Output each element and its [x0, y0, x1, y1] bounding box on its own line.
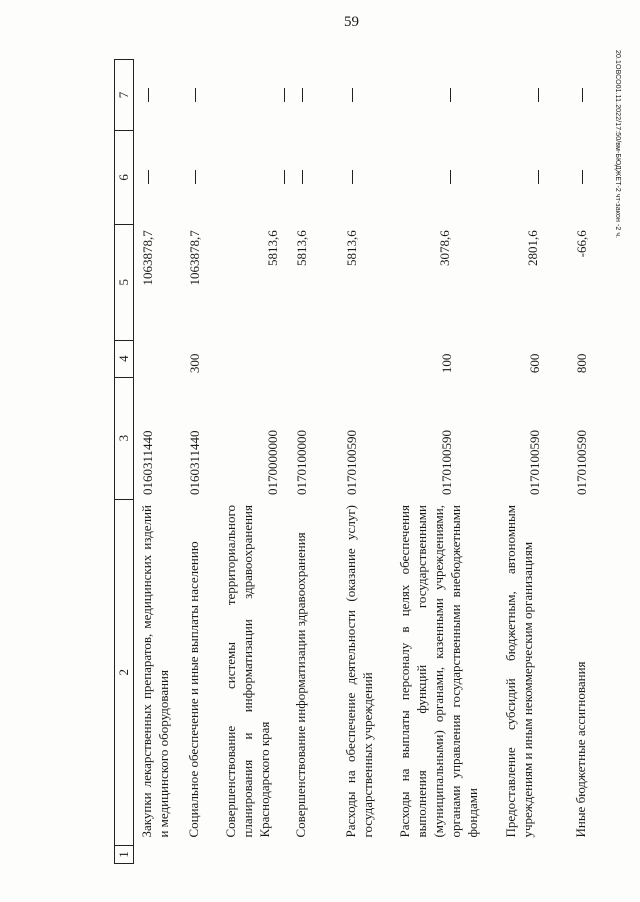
row-col6	[181, 130, 218, 224]
dash-mark	[302, 170, 303, 184]
row-name: Закупки лекарственных препаратов, медицинских изделий и медицинского оборудования	[139, 505, 172, 838]
dash-mark	[582, 170, 583, 184]
row-code: 0170100590	[527, 430, 543, 496]
row-sum: 2801,6	[524, 230, 540, 267]
dash-mark	[538, 170, 539, 184]
row-vr	[218, 340, 288, 377]
col-header-3: 3	[115, 377, 134, 499]
row-vr: 600	[527, 353, 543, 374]
table-row	[134, 60, 181, 864]
row-name: Иные бюджетные ассигнования	[572, 661, 588, 838]
col-header-1: 1	[115, 846, 134, 864]
dash-mark	[284, 170, 285, 184]
row-sum: 5813,6	[265, 230, 281, 267]
row-code: 0160311440	[186, 430, 202, 496]
row-col7	[134, 60, 181, 131]
col-header-7: 7	[115, 60, 134, 131]
dash-mark	[284, 88, 285, 102]
row-code: 0160311440	[140, 430, 155, 496]
row-vr	[134, 340, 181, 377]
dash-mark	[352, 170, 353, 184]
header-row	[115, 60, 134, 864]
row-vr	[288, 340, 338, 377]
row-sum: 5813,6	[343, 230, 359, 267]
dash-mark	[148, 170, 149, 184]
table-row	[288, 60, 338, 864]
table-row	[338, 60, 392, 864]
row-code: 0170100590	[439, 430, 455, 496]
dash-mark	[582, 88, 583, 102]
col-header-6: 6	[115, 130, 134, 224]
row-col7	[181, 60, 218, 131]
row-vr	[338, 340, 392, 377]
dash-mark	[195, 88, 196, 102]
row-code: 0170100000	[293, 430, 309, 496]
row-sum: 1063878,7	[186, 230, 202, 286]
row-vr: 100	[439, 353, 455, 374]
dash-mark	[538, 88, 539, 102]
row-code: 0170100590	[573, 430, 589, 496]
dash-mark	[352, 88, 353, 102]
row-sum: 1063878,7	[140, 230, 155, 286]
row-name: Совершенствование информатизации здравоохранения	[292, 532, 308, 838]
row-name: Расходы на обеспечение деятельности (оказание услуг) государственных учреждений	[342, 505, 375, 838]
row-sum: 3078,6	[436, 230, 452, 267]
document-stamp: 20.1ОВСО01.11.2022/17:50/вм-БЮДЖЕТ-2 чт-закон -2 ч.	[614, 50, 621, 239]
table-body	[134, 60, 602, 864]
row-col6	[568, 130, 602, 224]
dash-mark	[148, 88, 149, 102]
row-col6	[392, 130, 498, 224]
table-row	[498, 60, 568, 864]
table-row	[392, 60, 498, 864]
table-row	[181, 60, 218, 864]
dash-mark	[195, 170, 196, 184]
row-col6	[218, 130, 288, 224]
budget-table	[114, 59, 602, 864]
row-name: Совершенствование системы территориального планирования и информатизации здравоохранения Краснодарского края	[222, 505, 272, 838]
col-header-2: 2	[115, 499, 134, 846]
rotated-table-region	[114, 59, 589, 864]
dash-mark	[450, 170, 451, 184]
row-sum: 5813,6	[293, 230, 309, 267]
row-col6	[288, 130, 338, 224]
row-col7	[218, 60, 288, 131]
table-row	[218, 60, 288, 864]
row-col6	[134, 130, 181, 224]
row-code: 0170100590	[343, 430, 359, 496]
row-col7	[498, 60, 568, 131]
page-number: 59	[344, 14, 359, 30]
row-name: Предоставление субсидий бюджетным, автономным учреждениям и иным некоммерческим организациям	[502, 505, 535, 838]
row-col7	[392, 60, 498, 131]
row-code: 0170000000	[265, 430, 281, 496]
table-row	[568, 60, 602, 864]
row-name: Социальное обеспечение и иные выплаты населению	[185, 541, 201, 838]
row-col6	[338, 130, 392, 224]
row-col6	[498, 130, 568, 224]
row-col7	[338, 60, 392, 131]
row-vr: 300	[186, 353, 202, 374]
row-sum: -66,6	[573, 230, 589, 258]
row-vr: 800	[573, 353, 589, 374]
row-col7	[568, 60, 602, 131]
row-name: Расходы на выплаты персоналу в целях обеспечения выполнения функций государственными (муниципальными) органами, казенными учреждениями, органами управления государственными внебюджетными фондами	[396, 505, 481, 838]
row-col7	[288, 60, 338, 131]
col-header-5: 5	[115, 224, 134, 340]
dash-mark	[450, 88, 451, 102]
col-header-4: 4	[115, 340, 134, 377]
dash-mark	[302, 88, 303, 102]
